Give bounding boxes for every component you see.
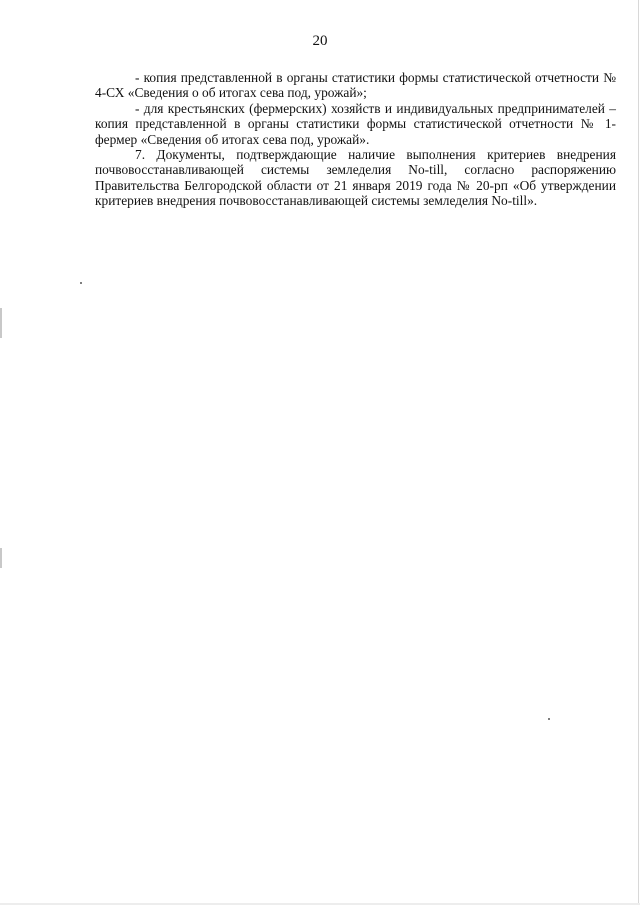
scan-edge-mark bbox=[0, 548, 2, 568]
paragraph-no-till-documents: 7. Документы, подтверждающие наличие выполнения критериев внедрения почвовосстанавливающей системы земледелия No-till, согласно распоряжению Правительства Белгородской области от 21 января 2019 года № 20-рп «Об утверждении критериев внедрения почвовосстанавливающей системы земледелия No-till». bbox=[95, 147, 616, 209]
scan-edge-mark bbox=[0, 308, 2, 338]
scan-speck bbox=[80, 282, 82, 284]
paragraph-form-4sx: - копия представленной в органы статистики формы статистической отчетности № 4-СХ «Сведения о об итогах сева под, урожай»; bbox=[95, 70, 616, 101]
document-body bbox=[95, 70, 616, 209]
scan-edge-mark bbox=[638, 0, 639, 905]
page-number: 20 bbox=[312, 33, 328, 49]
paragraph-farmers: - для крестьянских (фермерских) хозяйств и индивидуальных предпринимателей – копия представленной в органы статистики формы статистической отчетности № 1-фермер «Сведения об итогах сева под, урожай». bbox=[95, 100, 616, 147]
scan-speck bbox=[548, 718, 550, 720]
